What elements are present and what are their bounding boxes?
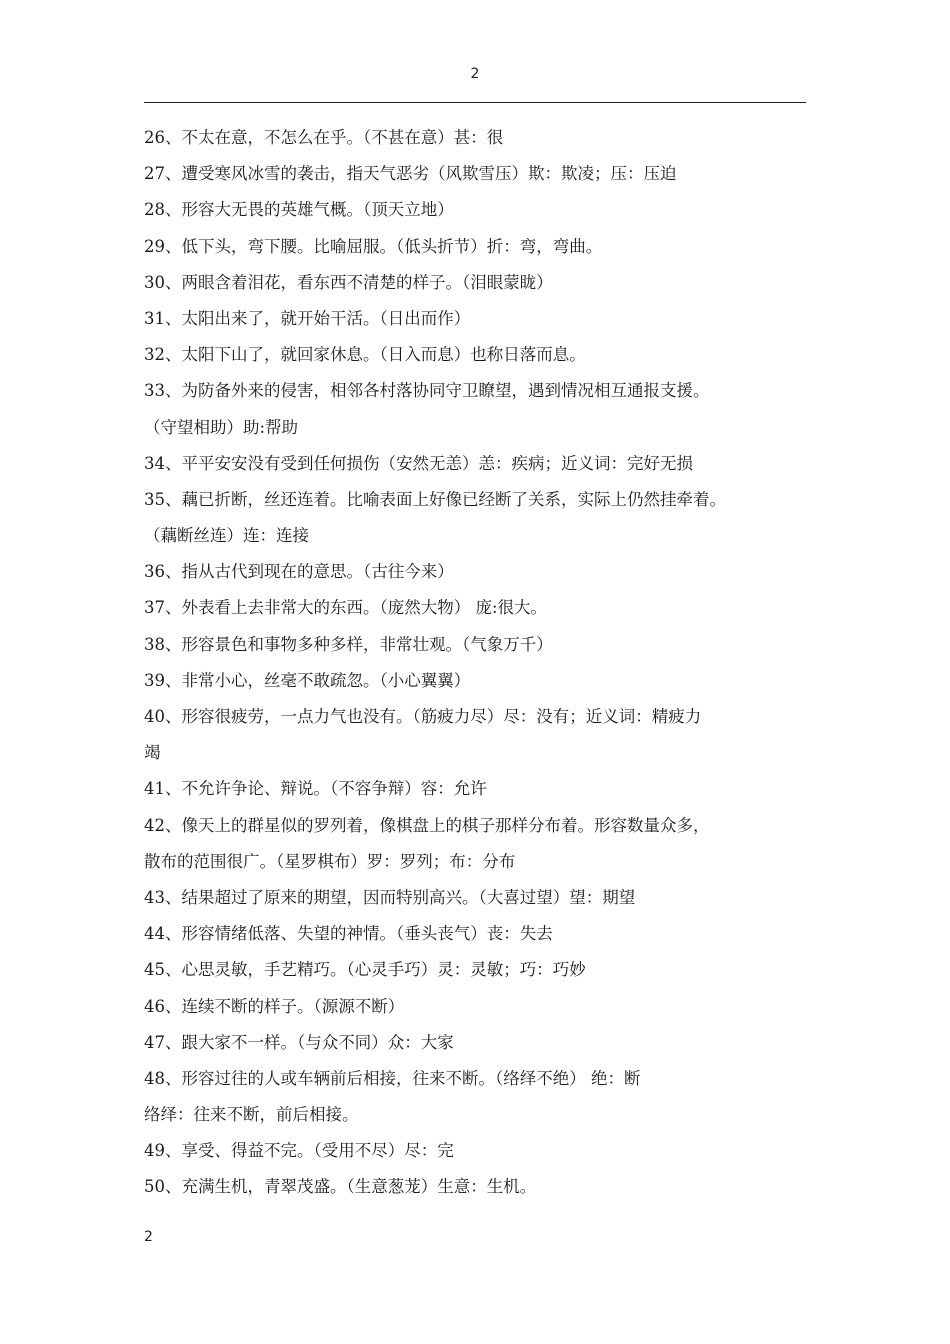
text-line: 33、为防备外来的侵害，相邻各村落协同守卫瞭望，遇到情况相互通报支援。 — [144, 381, 710, 401]
text-line: 46、连续不断的样子。（源源不断） — [144, 996, 405, 1016]
text-line: 49、享受、得益不完。（受用不尽）尽：完 — [144, 1141, 454, 1161]
text-line: 32、太阳下山了，就回家休息。（日入而息）也称日落而息。 — [144, 345, 586, 365]
text-line: 34、平平安安没有受到任何损伤（安然无恙）恙：疾病；近义词：完好无损 — [144, 453, 693, 473]
text-line: 47、跟大家不一样。（与众不同）众：大家 — [144, 1032, 454, 1052]
text-line: （守望相助）助:帮助 — [144, 417, 299, 437]
text-line: 45、心思灵敏，手艺精巧。（心灵手巧）灵：灵敏；巧：巧妙 — [144, 960, 586, 980]
text-line: 28、形容大无畏的英雄气概。（顶天立地） — [144, 200, 454, 220]
text-line: 35、藕已折断，丝还连着。比喻表面上好像已经断了关系，实际上仍然挂牵着。 — [144, 489, 726, 509]
text-line: 41、不允许争论、辩说。（不容争辩）容：允许 — [144, 779, 487, 799]
text-line: 40、形容很疲劳，一点力气也没有。（筋疲力尽）尽：没有；近义词：精疲力 — [144, 707, 702, 726]
text-line: 43、结果超过了原来的期望，因而特别高兴。（大喜过望）望：期望 — [144, 887, 636, 907]
header-page-number: 2 — [470, 66, 480, 82]
text-line: 29、低下头，弯下腰。比喻屈服。（低头折节）折：弯，弯曲。 — [144, 236, 603, 256]
footer-page-number: 2 — [144, 1229, 153, 1245]
text-line: 31、太阳出来了，就开始干活。（日出而作） — [144, 308, 471, 328]
text-line: 39、非常小心，丝毫不敢疏忽。（小心翼翼） — [144, 670, 471, 690]
text-line: 37、外表看上去非常大的东西。（庞然大物） 庞:很大。 — [144, 598, 548, 618]
text-line: 50、充满生机，青翠茂盛。（生意葱茏）生意：生机。 — [144, 1177, 537, 1197]
header-divider — [144, 102, 806, 103]
text-line: 27、遭受寒风冰雪的袭击，指天气恶劣（风欺雪压）欺：欺凌；压：压迫 — [144, 164, 677, 184]
text-line: 48、形容过往的人或车辆前后相接，往来不断。（络绎不绝） 绝：断 — [144, 1068, 641, 1088]
text-line: 络绎：往来不断，前后相接。 — [144, 1105, 359, 1125]
text-line: 42、像天上的群星似的罗列着，像棋盘上的棋子那样分布着。形容数量众多， — [144, 815, 710, 835]
text-line: 散布的范围很广。（星罗棋布）罗：罗列；布：分布 — [144, 851, 516, 871]
text-line: 26、不太在意，不怎么在乎。（不甚在意）甚：很 — [144, 128, 504, 147]
text-line: （藕断丝连）连：连接 — [144, 526, 309, 546]
text-line: 38、形容景色和事物多种多样，非常壮观。（气象万千） — [144, 634, 553, 654]
document-body — [144, 120, 814, 1206]
text-line: 30、两眼含着泪花，看东西不清楚的样子。（泪眼蒙眬） — [144, 272, 553, 292]
text-line: 44、形容情绪低落、失望的神情。（垂头丧气）丧：失去 — [144, 924, 553, 944]
text-line: 竭 — [144, 743, 161, 763]
text-line: 36、指从古代到现在的意思。（古往今来） — [144, 562, 454, 582]
